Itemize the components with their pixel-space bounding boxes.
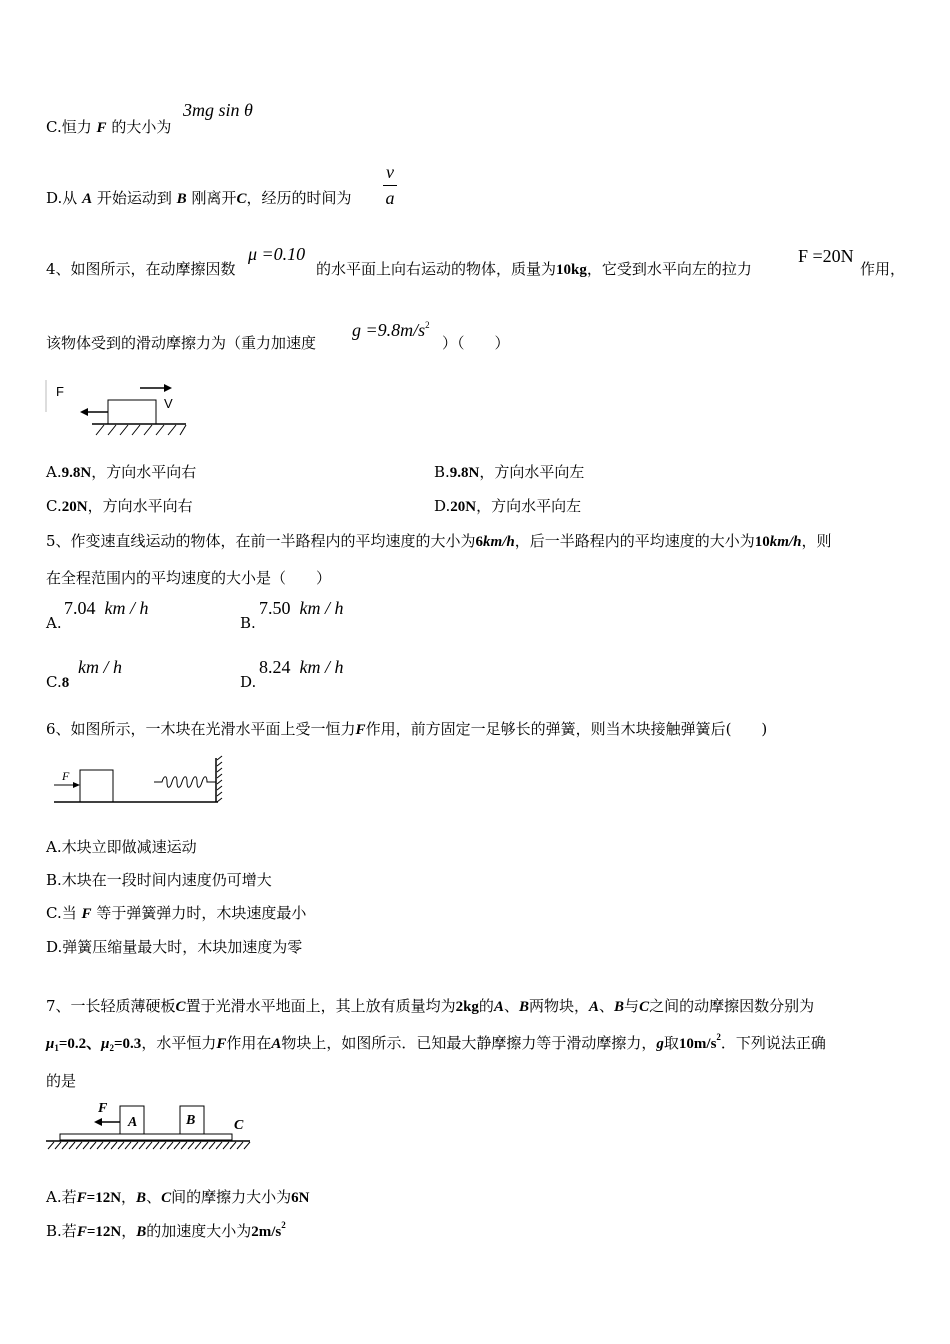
board-c: [60, 1134, 232, 1140]
svg-text:B: B: [186, 1113, 196, 1128]
force-label: F: [56, 384, 64, 399]
q6-stem: 6、如图所示，一木块在光滑水平面上受一恒力F作用，前方固定一足够长的弹簧，则当木块接触弹簧后( ): [46, 720, 768, 738]
q5-option-b-value: 7.50 km / h: [259, 598, 344, 618]
force-label: F: [62, 769, 70, 783]
q6-figure: [50, 754, 226, 814]
q7-stem-line2: $\mu_1=0.2$、$\mu_2=0.3$，水平恒力F作用在A物块上，如图所示．已知最大静摩擦力等于滑动摩擦力，g取$10m/s^2$．下列说法正确: [46, 1032, 826, 1053]
q5-option-a-label[interactable]: A.: [46, 614, 62, 632]
option-label: C.: [46, 118, 62, 136]
q4-option-d[interactable]: D.20N，方向水平向左: [434, 497, 582, 515]
force-label: F: [98, 1101, 108, 1116]
q4-stem-line1: 4、如图所示，在动摩擦因数: [46, 260, 236, 278]
q3-option-c: C.恒力 F 的大小为: [46, 118, 172, 136]
q5-option-a-value: 7.04 km / h: [64, 598, 149, 618]
option-label: D.: [46, 189, 63, 207]
velocity-label: V: [164, 396, 173, 411]
q5-option-d-label[interactable]: D.: [240, 673, 257, 691]
q7-figure: [44, 1096, 256, 1152]
q4-option-b[interactable]: B.9.8N，方向水平向左: [434, 463, 585, 481]
q4-figure: [44, 378, 194, 438]
q6-option-c[interactable]: C.当 F 等于弹簧弹力时，木块速度最小: [46, 904, 307, 922]
q4-option-c[interactable]: C.20N，方向水平向右: [46, 497, 193, 515]
q5-option-c-value: km / h: [78, 657, 122, 677]
q7-option-b[interactable]: B.若F=12N，B的加速度大小为$2m/s^2$: [46, 1220, 286, 1240]
q7-option-a[interactable]: A.若F=12N，B、C间的摩擦力大小为6N: [46, 1188, 310, 1206]
block: [108, 400, 156, 424]
q7-stem-line3: 的是: [46, 1072, 77, 1090]
board-label: C: [234, 1118, 244, 1133]
block: [80, 770, 113, 802]
q6-option-b[interactable]: B.木块在一段时间内速度仍可增大: [46, 871, 272, 889]
formula-force: F =20N: [798, 246, 854, 266]
q5-stem-line2: 在全程范围内的平均速度的大小是（ ）: [46, 569, 332, 587]
fraction-v-over-a: v a: [383, 162, 397, 209]
svg-text:A: A: [128, 1115, 138, 1130]
q4-stem-line2: 该物体受到的滑动摩擦力为（重力加速度: [46, 334, 317, 352]
formula-3mg-sin-theta: 3mg sin θ: [183, 100, 253, 120]
q6-option-d[interactable]: D.弹簧压缩量最大时，木块加速度为零: [46, 938, 303, 956]
formula-g: $g =9.8m/s^2$: [352, 320, 430, 340]
q7-stem-line1: 7、一长轻质薄硬板C置于光滑水平地面上，其上放有质量均为2kg的A、B两物块，A、B与C之间的动摩擦因数分别为: [46, 997, 815, 1015]
q5-stem-line1: 5、作变速直线运动的物体，在前一半路程内的平均速度的大小为6km/h，后一半路程内的平均速度的大小为10km/h，则: [46, 532, 832, 550]
q5-option-b-label[interactable]: B.: [240, 614, 256, 632]
q6-option-a[interactable]: A.木块立即做减速运动: [46, 838, 197, 856]
formula-mu: μ =0.10: [248, 244, 306, 264]
q4-option-a[interactable]: A.9.8N，方向水平向右: [46, 463, 197, 481]
q3-option-d: D.从 A 开始运动到 B 刚离开C，经历的时间为: [46, 189, 352, 207]
q5-option-c-label[interactable]: C.8: [46, 673, 70, 691]
symbol-f: F: [96, 120, 107, 136]
spring: [154, 777, 216, 788]
q5-option-d-value: 8.24 km / h: [259, 657, 344, 677]
